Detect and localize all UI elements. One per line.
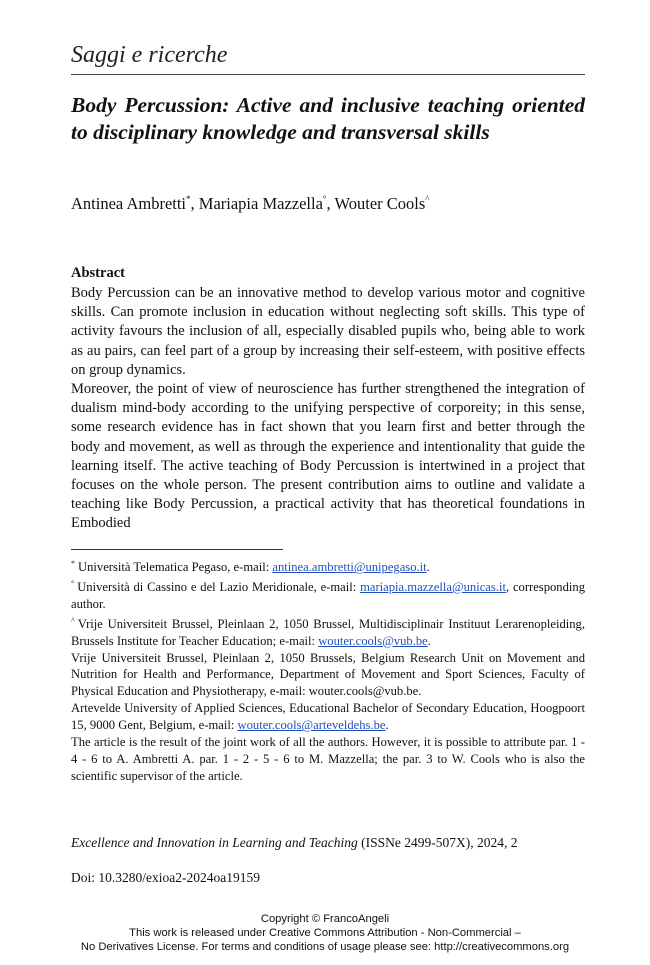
copyright-line: Copyright © FrancoAngeli bbox=[260, 913, 390, 925]
footnote: Artevelde University of Applied Sciences, Educational Bachelor of Secondary Education, Hoogpoort 15, 9000 Gent, Belgium, e-mail: wouter.cools@arteveldehs.be. bbox=[71, 701, 585, 733]
author-name: Mariapia Mazzella bbox=[198, 194, 323, 213]
footnote-divider bbox=[71, 549, 283, 550]
abstract-heading: Abstract bbox=[71, 265, 125, 281]
abstract-paragraph: Moreover, the point of view of neuroscience has further strengthened the integration of dualism mind-body according to the unifying perspective of corporeity; in this sense, some research evidence has in fact shown that you learn first and better through the body and movement, as well as through the experience and intentionality that guide the learning itself. The active teaching of Body Percussion is intertwined in a project that focuses on the whole person. The present contribution aims to outline and validate a teaching like Body Percussion, a practical activity that has theoretical foundations in Embodied bbox=[71, 381, 585, 532]
author-name: Wouter Cools bbox=[334, 194, 426, 213]
footnote: * Università Telematica Pegaso, e-mail: antinea.ambretti@unipegaso.it. bbox=[71, 559, 430, 574]
license-line: No Derivatives License. For terms and conditions of usage please see: http://creativecommons.org bbox=[80, 941, 570, 953]
journal-citation bbox=[71, 835, 517, 851]
footnote: The article is the result of the joint work of all the authors. However, it is possible to attribute par. 1 - 4 - 6 to A. Ambretti A. par. 1 - 2 - 5 - 6 to M. Mazzella; the par. 3 to W. Cools who is also the scientific supervisor of the article. bbox=[71, 735, 585, 783]
email-link[interactable]: mariapia.mazzella@unicas.it bbox=[360, 579, 506, 594]
email-link[interactable]: antinea.ambretti@unipegaso.it bbox=[272, 560, 427, 574]
email-link[interactable]: wouter.cools@vub.be bbox=[318, 633, 428, 648]
author-mark: ° bbox=[322, 194, 327, 204]
author-name: Antinea Ambretti bbox=[71, 194, 187, 213]
footnote: ^ Vrije Universiteit Brussel, Pleinlaan 2, 1050 Brussel, Multidisciplinair Instituut Lerarenopleiding, Brussels Institute for Teacher Education; e-mail: wouter.cools@vub.be. bbox=[71, 615, 585, 648]
doi: Doi: 10.3280/exioa2-2024oa19159 bbox=[71, 870, 260, 885]
email-link[interactable]: wouter.cools@arteveldehs.be bbox=[237, 718, 386, 733]
license-notice bbox=[0, 912, 650, 954]
license-line: This work is released under Creative Commons Attribution - Non-Commercial – bbox=[129, 927, 521, 939]
author-mark: * bbox=[186, 194, 191, 204]
article-title: Body Percussion: Active and inclusive teaching oriented to disciplinary knowledge and transversal skills bbox=[71, 93, 585, 144]
author-list: Antinea Ambretti*, Mariapia Mazzella°, Wouter Cools^ bbox=[71, 194, 430, 213]
footnote: ° Università di Cassino e del Lazio Meridionale, e-mail: mariapia.mazzella@unicas.it, corresponding author. bbox=[71, 578, 585, 611]
author-mark: ^ bbox=[425, 194, 430, 204]
footnotes bbox=[71, 556, 585, 785]
abstract-body bbox=[71, 284, 585, 534]
abstract-paragraph: Body Percussion can be an innovative method to develop various motor and cognitive skills. Can promote inclusion in education without neglecting soft skills. This type of activity favours the inclusion of all, especially disabled pupils who, being able to work as au pairs, can feel part of a group by increasing their self-esteem, with positive effects on group dynamics. bbox=[71, 285, 585, 378]
section-divider bbox=[71, 74, 585, 75]
journal-details: (ISSNe 2499-507X), 2024, 2 bbox=[357, 835, 518, 850]
section-label: Saggi e ricerche bbox=[71, 42, 228, 68]
journal-name: Excellence and Innovation in Learning and Teaching bbox=[71, 835, 358, 850]
footnote: Vrije Universiteit Brussel, Pleinlaan 2, 1050 Brussels, Belgium Research Unit on Movement and Nutrition for Health and Performance, Department of Movement and Sport Sciences, Faculty of Physical Education and Physiotherapy, e-mail: wouter.cools@vub.be. bbox=[71, 650, 585, 699]
